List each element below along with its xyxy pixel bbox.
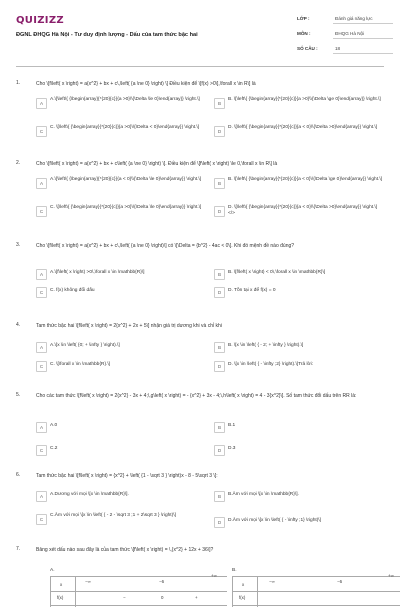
option-letter: B (214, 342, 225, 353)
option-letter: C (36, 287, 47, 298)
option-letter: A (36, 98, 47, 109)
option-text: B. \[\left\{ {\begin{array}{*{20}{c}}{a < 0}\\{\Delta \ge 0}\end{array}} \right.\] (228, 177, 383, 182)
meta-class-key: LỚP : (297, 16, 310, 21)
question-text: Tam thức bậc hai \[f\left( x \right) = 2{x^2} + 2x + 5\] nhận giá trị dương khi và chỉ khi (36, 323, 222, 329)
option-text: D. \[\left\{ {\begin{array}{*{20}{c}}{a < 0}\\{\Delta >0}\end{array}} \right.\]</> (228, 205, 378, 216)
fx-header: f(x) (57, 595, 64, 600)
neg-infinity: −∞ (269, 579, 275, 584)
option-letter: A (36, 269, 47, 280)
option-letter: D (214, 517, 225, 528)
option-c[interactable] (36, 286, 208, 300)
pos-infinity: +∞ (211, 573, 217, 578)
question-number: 3. (16, 242, 21, 248)
option-d[interactable] (214, 286, 384, 300)
option-b[interactable] (214, 341, 384, 355)
option-text: D. \[\left\{ {\begin{array}{*{20}{c}}{a < 0}\\{\Delta >0}\end{array}} \right.\] (228, 125, 378, 130)
option-text: D.3 (228, 446, 236, 451)
option-text: B. \[\left\{ {\begin{array}{*{20}{c}}{a >0}\\{\Delta \ge 0}\end{array}} \right.\] (228, 97, 381, 102)
option-text: D. Tồn tại x để f(x) = 0 (228, 288, 276, 293)
sign-left: − (123, 595, 126, 600)
sign-table-a[interactable] (50, 573, 227, 607)
option-a[interactable] (36, 490, 208, 504)
meta-rule (333, 53, 393, 54)
table-a-label[interactable]: A. (50, 568, 55, 573)
question-text: Cho \[f\left( x \right) = a{x^2} + bx + c\,\left( {a \ne 0} \right) \] Điều kiện để \[f(x) >0\],\forall x \in R\] là (36, 81, 256, 87)
option-letter: D (214, 361, 225, 372)
option-b[interactable] (214, 490, 384, 504)
question-text: Cho \[f\left( x \right) = a{x^2} + bx + c\,\left( {a \ne 0} \right)\] có \[\Delta = {b^2} - 4ac < 0\]. Khi đó mệnh đề nào đúng? (36, 243, 295, 249)
root-value: −6 (159, 579, 165, 584)
sign-zero: 0 (161, 595, 164, 600)
option-letter: B (214, 178, 225, 189)
table-b-label[interactable]: B. (232, 568, 237, 573)
option-letter: A (36, 491, 47, 502)
header-divider (16, 66, 384, 67)
question-text: Cho \[f\left( x \right) = a{x^2} + bx + c\left( {a \ne 0} \right) \]. Điều kiện để \[f\left( x \right) \le 0,\forall x \in R\] là (36, 161, 278, 167)
option-letter: C (36, 126, 47, 137)
pos-infinity: +∞ (388, 573, 394, 578)
meta-class-value: Đánh giá năng lực (335, 16, 373, 21)
option-text: D.Âm với mọi \[x \in \left( { - \infty ;1} \right)\] (228, 518, 321, 523)
option-letter: C (36, 206, 47, 217)
sign-table-b[interactable] (232, 573, 400, 607)
option-letter: C (36, 361, 47, 372)
option-letter: D (214, 206, 225, 217)
meta-count-value: 18 (335, 46, 341, 51)
option-letter: B (214, 98, 225, 109)
meta-rule (333, 38, 393, 39)
option-letter: D (214, 126, 225, 137)
option-text: C. f(x) không đổi dấu (50, 288, 95, 293)
option-d[interactable] (214, 516, 384, 530)
option-text: C.2 (50, 446, 58, 451)
option-text: C. \[\left\{ {\begin{array}{*{20}{c}}{a >0}\\{\Delta \le 0}\end{array}} \right.\] (50, 205, 202, 210)
option-letter: D (214, 445, 225, 456)
meta-subject-key: MÔN : (297, 31, 311, 36)
option-text: B. \[x \in \left( { - 2; + \infty } \right).\] (228, 343, 304, 348)
option-c[interactable] (36, 205, 208, 219)
option-text: C.Âm với mọi \[x \in \left( { - 2 - \sqrt 3 ;1 + 2\sqrt 3 } \right)\] (50, 513, 176, 518)
option-b[interactable] (214, 268, 384, 282)
question-text: Bảng xét dấu nào sau đây là của tam thức \[f\left( x \right) = \,{x^2} + 12x + 36\]? (36, 547, 214, 553)
option-letter: A (36, 342, 47, 353)
option-b[interactable] (214, 421, 384, 435)
sign-right: + (195, 595, 198, 600)
option-text: B.Âm với mọi \[x \in \mathbb{R}\]. (228, 492, 299, 497)
question-number: 5. (16, 392, 21, 398)
worksheet-title: ĐGNL ĐHQG Hà Nội - Tư duy định lượng - Dấu của tam thức bậc hai (16, 32, 198, 38)
table-divider (257, 577, 258, 607)
option-letter: A (36, 178, 47, 189)
meta-count-key: SỐ CÂU : (297, 46, 318, 51)
neg-infinity: −∞ (85, 579, 91, 584)
option-text: A.\[x \in \left( {0; + \infty } \right).\] (50, 343, 120, 348)
option-d[interactable] (214, 360, 384, 374)
option-letter: D (214, 287, 225, 298)
quizizz-logo: QUIZIZZ (16, 15, 64, 26)
table-row (233, 591, 400, 606)
option-text: A.Dương với mọi \[x \in \mathbb{R}\]. (50, 492, 129, 497)
option-text: B.1 (228, 423, 236, 428)
option-text: A.\[\left\{ {\begin{array}{*{20}{c}}{a < 0}\\{\Delta \le 0}\end{array}} \right.\] (50, 177, 202, 182)
option-a[interactable] (36, 341, 208, 355)
option-c[interactable] (36, 360, 208, 374)
meta-rule (333, 23, 393, 24)
option-letter: A (36, 422, 47, 433)
table-divider (75, 577, 76, 607)
option-text: D. \[x \in \left( { - \infty ;2} \right).\]Trả lời: (228, 362, 314, 367)
option-a[interactable] (36, 177, 208, 191)
option-a[interactable] (36, 97, 208, 111)
root-value: −6 (337, 579, 343, 584)
meta-subject-value: ĐHQG Hà Nội (335, 31, 365, 36)
option-c[interactable] (36, 125, 208, 139)
option-letter: B (214, 422, 225, 433)
x-header: x (60, 582, 63, 587)
question-text: Cho các tam thức \[f\left( x \right) = 2{x^2} - 3x + 4;\,g\left( x \right) = - {x^2} + 3x - 4;\,h\left( x \right) = 4 - 3{x^2}\]. Số tam thức đổi dấu trên RR là: (36, 393, 357, 399)
option-c[interactable] (36, 513, 208, 527)
x-header: x (242, 582, 245, 587)
question-number: 6. (16, 472, 21, 478)
option-d[interactable] (214, 205, 384, 219)
option-b[interactable] (214, 97, 384, 111)
question-text: Tam thức bậc hai \[f\left( x \right) = {x^2} + \left( {1 - \sqrt 3 } \right)x - 8 - 5\sqrt 3 \]: (36, 473, 218, 479)
option-text: A.\[\left\{ {\begin{array}{*{20}{c}}{a >0}\\{\Delta \le 0}\end{array}} \right.\] (50, 97, 200, 102)
question-number: 2. (16, 160, 21, 166)
option-d[interactable] (214, 444, 384, 458)
question-number: 1. (16, 80, 21, 86)
table-row (51, 577, 227, 592)
option-letter: C (36, 445, 47, 456)
option-c[interactable] (36, 444, 208, 458)
option-text: A.0 (50, 423, 58, 428)
option-a[interactable] (36, 268, 208, 282)
option-letter: C (36, 514, 47, 525)
question-number: 7. (16, 546, 21, 552)
table-row (233, 577, 400, 592)
option-b[interactable] (214, 177, 384, 191)
fx-header: f(x) (239, 595, 246, 600)
option-text: C. \[\forall x \in \mathbb{R}.\] (50, 362, 110, 367)
option-letter: B (214, 491, 225, 502)
option-letter: B (214, 269, 225, 280)
option-text: C. \[\left\{ {\begin{array}{*{20}{c}}{a >0}\\{\Delta < 0}\end{array}} \right.\] (50, 125, 200, 130)
option-text: B. \[f\left( x \right) < 0\,\forall x \in \mathbb{R}\] (228, 270, 326, 275)
question-number: 4. (16, 322, 21, 328)
option-a[interactable] (36, 421, 208, 435)
option-d[interactable] (214, 125, 384, 139)
table-row (51, 591, 227, 606)
option-text: A.\[f\left( x \right) >0\,\forall x \in \mathbb{R}\] (50, 270, 145, 275)
